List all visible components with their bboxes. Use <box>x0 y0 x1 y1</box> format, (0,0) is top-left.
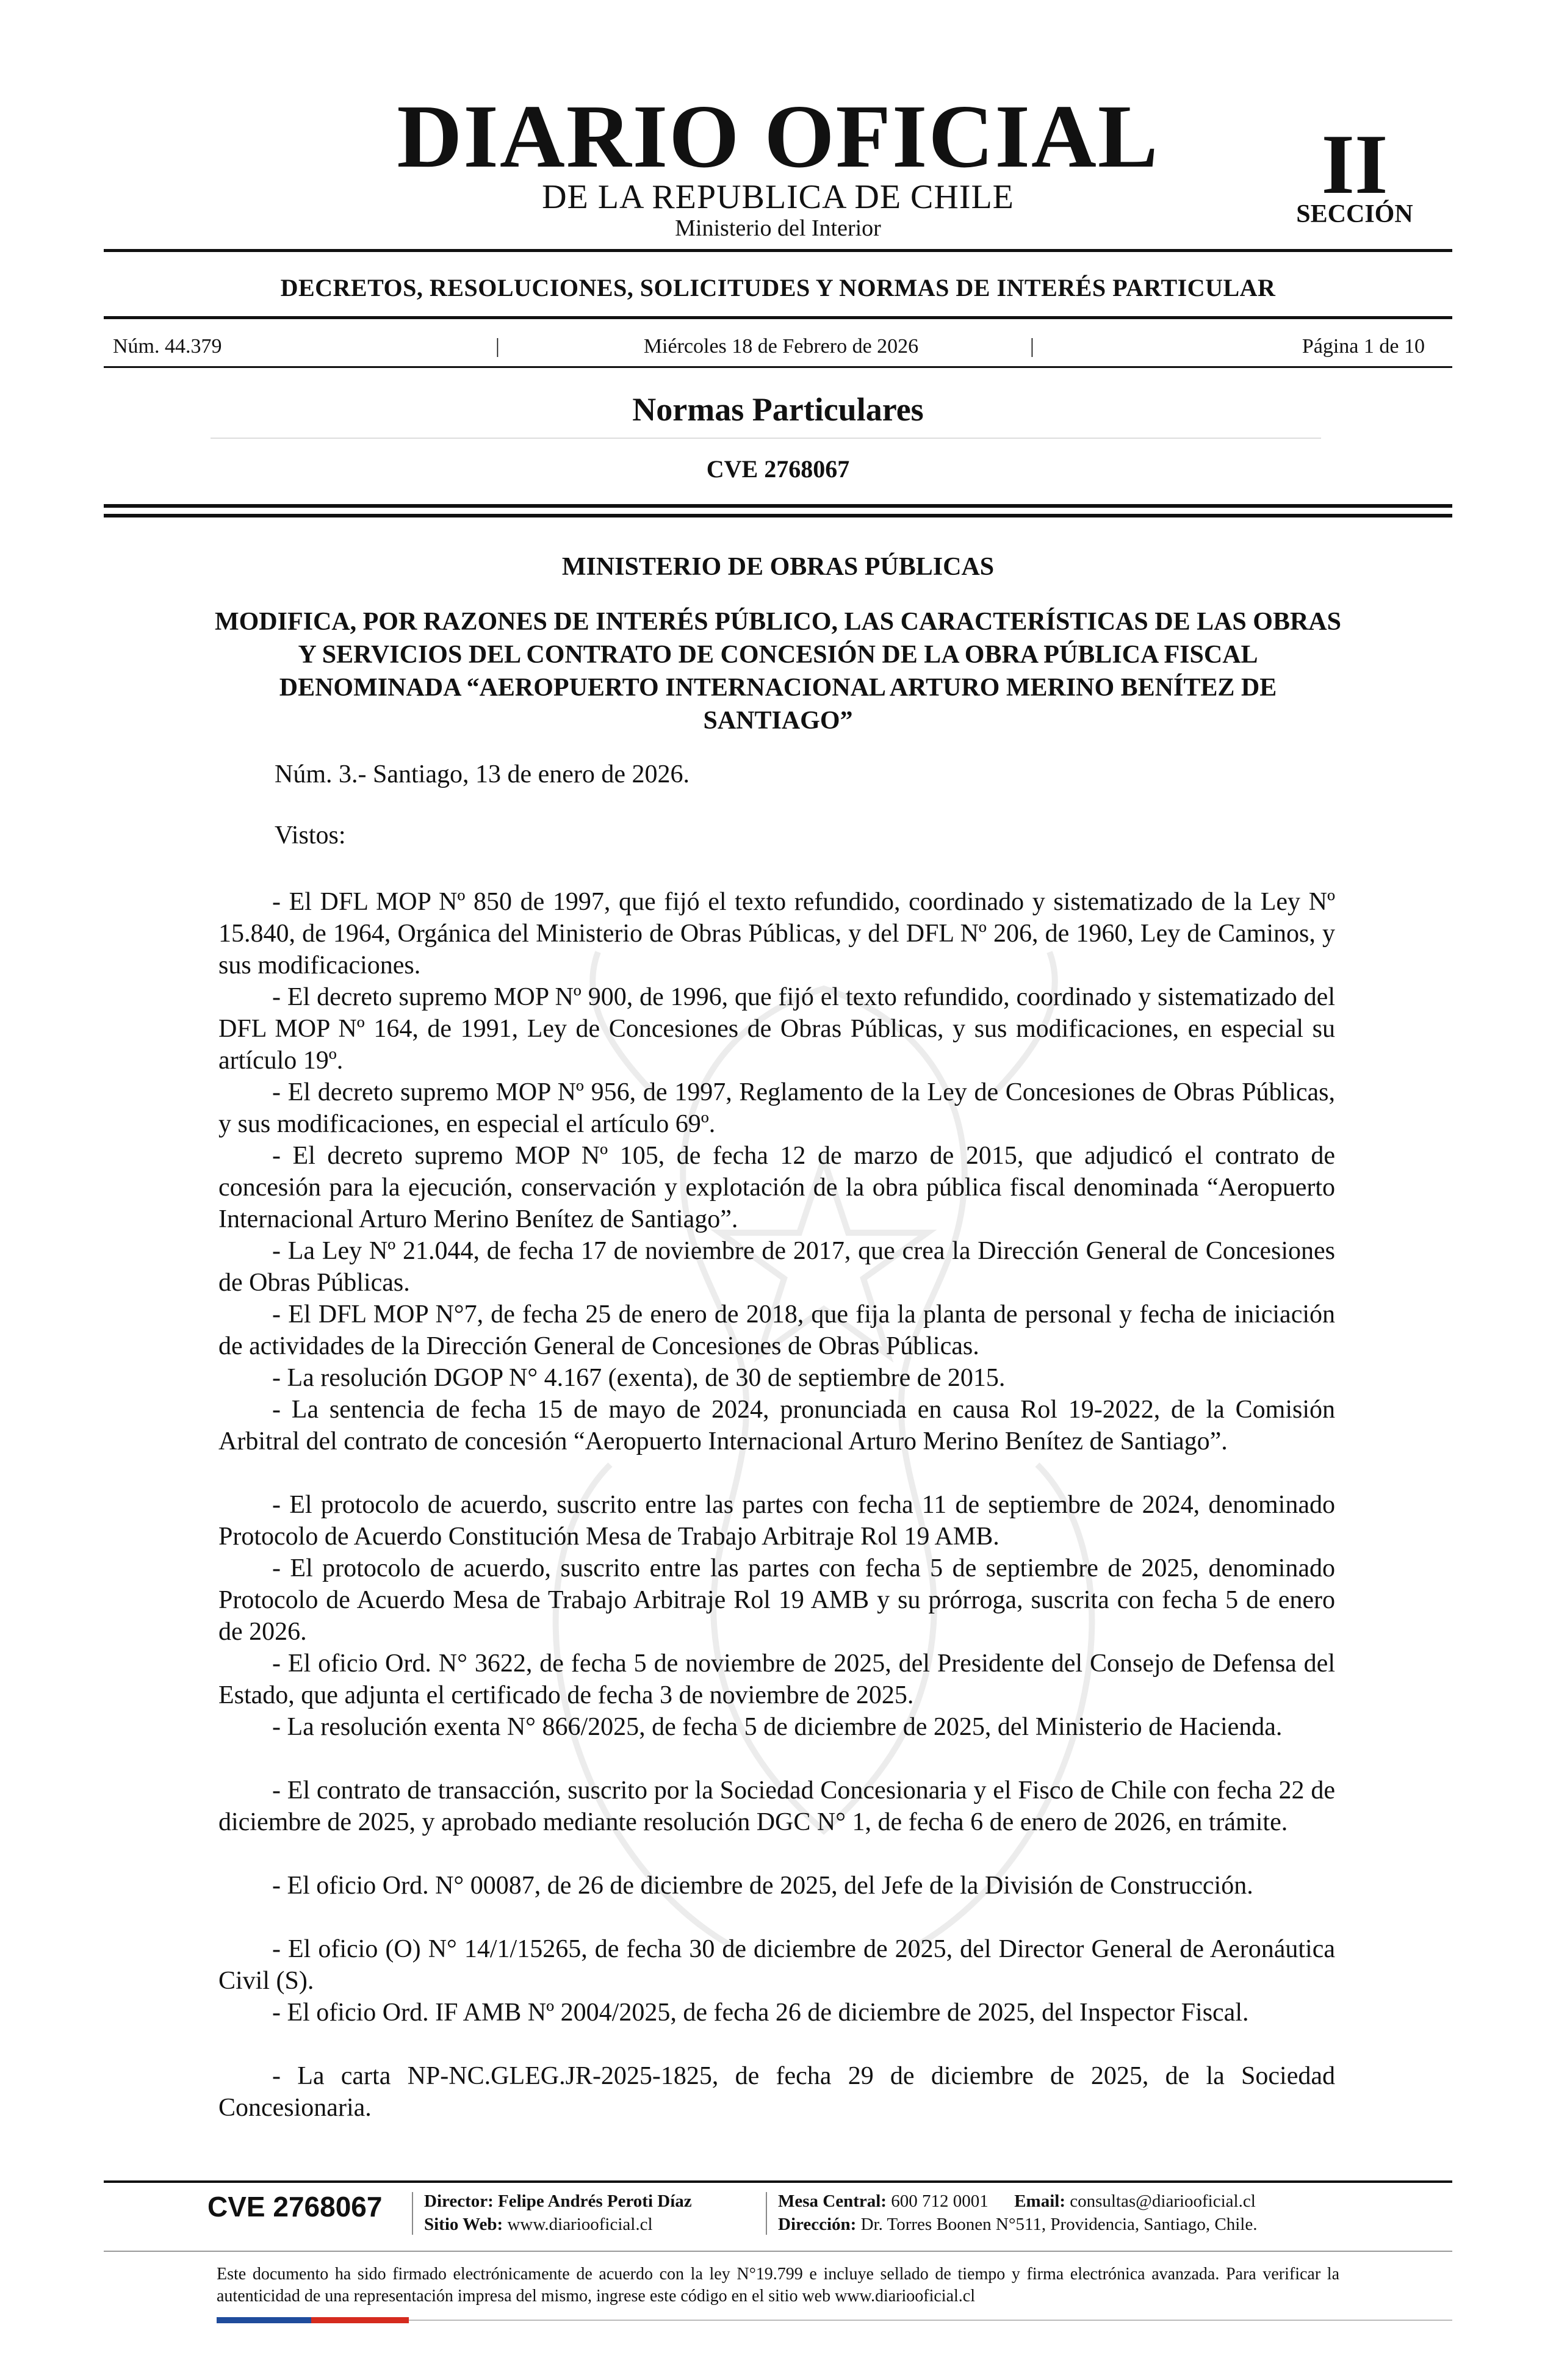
visto-item: - El oficio Ord. IF AMB Nº 2004/2025, de fecha 26 de diciembre de 2025, del Inspector Fiscal. <box>272 1999 1249 2027</box>
address-value: Dr. Torres Boonen N°511, Providencia, Santiago, Chile. <box>860 2215 1258 2234</box>
visto-item: - La Ley Nº 21.044, de fecha 17 de noviembre de 2017, que crea la Dirección General de Concesiones de Obras Públicas. <box>218 1237 1335 1297</box>
norms-divider <box>211 438 1321 439</box>
footer-thin-rule <box>104 2251 1452 2252</box>
flag-stripe-blue <box>217 2317 311 2323</box>
masthead-subtitle: DE LA REPUBLICA DE CHILE <box>542 178 1014 216</box>
masthead-rule <box>104 249 1452 252</box>
visto-item: - El protocolo de acuerdo, suscrito entre las partes con fecha 5 de septiembre de 2025, denominado Protocolo de Acuerdo Mesa de Trabajo Arbitraje Rol 19 AMB y su prórroga, suscrita con fecha 5 de enero de 2026. <box>218 1554 1335 1646</box>
mesa-phone: 600 712 0001 <box>891 2191 989 2211</box>
band-rule <box>104 316 1452 319</box>
visto-item: - El oficio Ord. N° 3622, de fecha 5 de noviembre de 2025, del Presidente del Consejo de Defensa del Estado, que adjunta el certificado de fecha 3 de noviembre de 2025. <box>218 1650 1335 1709</box>
masthead-title: DIARIO OFICIAL <box>397 87 1159 187</box>
footer-divider <box>766 2192 767 2235</box>
section-number: II <box>1321 117 1388 212</box>
visto-item: - El contrato de transacción, suscrito por la Sociedad Concesionaria y el Fisco de Chile con fecha 22 de diciembre de 2025, y aprobado mediante resolución DGC N° 1, de fecha 6 de enero de 2026, en trámite. <box>218 1776 1335 1836</box>
footer-address-line <box>778 2213 1257 2236</box>
info-separator: | <box>1030 335 1034 358</box>
visto-item: - La resolución exenta N° 866/2025, de fecha 5 de diciembre de 2025, del Ministerio de Hacienda. <box>272 1713 1283 1741</box>
issue-number: Núm. 44.379 <box>113 335 222 358</box>
flag-stripe-red <box>311 2317 409 2323</box>
footer-bottom-rule <box>409 2320 1452 2321</box>
visto-item: - El DFL MOP N°7, de fecha 25 de enero de 2018, que fija la planta de personal y fecha de iniciación de actividades de la Dirección General de Concesiones de Obras Públicas. <box>218 1300 1335 1360</box>
email-link[interactable]: consultas@diariooficial.cl <box>1070 2191 1256 2211</box>
footer-web-line <box>424 2213 653 2236</box>
issue-date: Miércoles 18 de Febrero de 2026 <box>643 335 919 358</box>
legal-notice: Este documento ha sido firmado electrónicamente de acuerdo con la ley N°19.799 e incluye sellado de tiempo y firma electrónica avanzada. Para verificar la autenticidad de una representación impresa del mismo, ingrese este código en el sitio web www.diariooficial.cl <box>217 2265 1339 2306</box>
norms-section-title: Normas Particulares <box>632 391 924 428</box>
visto-item: - La resolución DGOP N° 4.167 (exenta), de 30 de septiembre de 2015. <box>272 1364 1006 1392</box>
web-label: Sitio Web: <box>424 2215 503 2234</box>
address-label: Dirección: <box>778 2215 857 2234</box>
section-label: SECCIÓN <box>1296 200 1413 228</box>
ministry-heading: MINISTERIO DE OBRAS PÚBLICAS <box>561 553 995 581</box>
double-rule-top <box>104 504 1452 508</box>
visto-item: - El DFL MOP Nº 850 de 1997, que fijó el texto refundido, coordinado y sistematizado de la Ley Nº 15.840, de 1964, Orgánica del Ministerio de Obras Públicas, y del DFL Nº 206, de 1960, Ley de Caminos, y sus modificaciones. <box>218 888 1335 979</box>
visto-item: - La sentencia de fecha 15 de mayo de 2024, pronunciada en causa Rol 19-2022, de la Comisión Arbitral del contrato de concesión “Aeropuerto Internacional Arturo Merino Benítez de Santiago”. <box>218 1396 1335 1455</box>
mesa-label: Mesa Central: <box>778 2191 887 2211</box>
section-band-title: DECRETOS, RESOLUCIONES, SOLICITUDES Y NORMAS DE INTERÉS PARTICULAR <box>280 274 1276 301</box>
web-link[interactable]: www.diariooficial.cl <box>507 2215 653 2234</box>
decree-headline: MODIFICA, POR RAZONES DE INTERÉS PÚBLICO, LAS CARACTERÍSTICAS DE LAS OBRAS Y SERVICIOS DEL CONTRATO DE CONCESIÓN DE LA OBRA PÚBLICA FISCAL DENOMINADA “AEROPUERTO INTERNACIONAL ARTURO MERINO BENÍTEZ DE SANTIAGO” <box>214 608 1341 735</box>
director-name: Felipe Andrés Peroti Díaz <box>498 2191 692 2211</box>
visto-item: - El oficio Ord. N° 00087, de 26 de diciembre de 2025, del Jefe de la División de Construcción. <box>272 1872 1253 1900</box>
footer-director-line <box>424 2190 692 2213</box>
footer-rule <box>104 2180 1452 2183</box>
footer-mesa-line <box>778 2190 1256 2213</box>
vistos-label: Vistos: <box>275 821 346 849</box>
visto-item: - El decreto supremo MOP Nº 900, de 1996, que fijó el texto refundido, coordinado y sistematizado del DFL MOP Nº 164, de 1991, Ley de Concesiones de Obras Públicas, y sus modificaciones, en especial su artículo 19º. <box>218 983 1335 1075</box>
footer-cve-code: CVE 2768067 <box>207 2191 383 2223</box>
info-separator: | <box>495 335 500 358</box>
director-label: Director: <box>424 2191 494 2211</box>
visto-item: - El decreto supremo MOP Nº 105, de fecha 12 de marzo de 2015, que adjudicó el contrato de concesión para la ejecución, conservación y explotación de la obra pública fiscal denominada “Aeropuerto Internacional Arturo Merino Benítez de Santiago”. <box>218 1142 1335 1233</box>
decree-number: Núm. 3.- Santiago, 13 de enero de 2026. <box>275 760 690 788</box>
double-rule-bottom <box>104 514 1452 517</box>
visto-item: - El oficio (O) N° 14/1/15265, de fecha 30 de diciembre de 2025, del Director General de Aeronáutica Civil (S). <box>218 1935 1335 1995</box>
footer-divider <box>412 2192 413 2235</box>
email-label: Email: <box>1014 2191 1065 2211</box>
cve-code: CVE 2768067 <box>706 455 850 483</box>
masthead-ministry: Ministerio del Interior <box>675 215 881 241</box>
page-indicator: Página 1 de 10 <box>1302 335 1425 358</box>
visto-item: - La carta NP-NC.GLEG.JR-2025-1825, de fecha 29 de diciembre de 2025, de la Sociedad Concesionaria. <box>218 2062 1335 2122</box>
visto-item: - El decreto supremo MOP Nº 956, de 1997, Reglamento de la Ley de Concesiones de Obras Públicas, y sus modificaciones, en especial el artículo 69º. <box>218 1078 1335 1138</box>
visto-item: - El protocolo de acuerdo, suscrito entre las partes con fecha 11 de septiembre de 2024, denominado Protocolo de Acuerdo Constitución Mesa de Trabajo Arbitraje Rol 19 AMB. <box>218 1491 1335 1551</box>
info-rule <box>104 366 1452 368</box>
